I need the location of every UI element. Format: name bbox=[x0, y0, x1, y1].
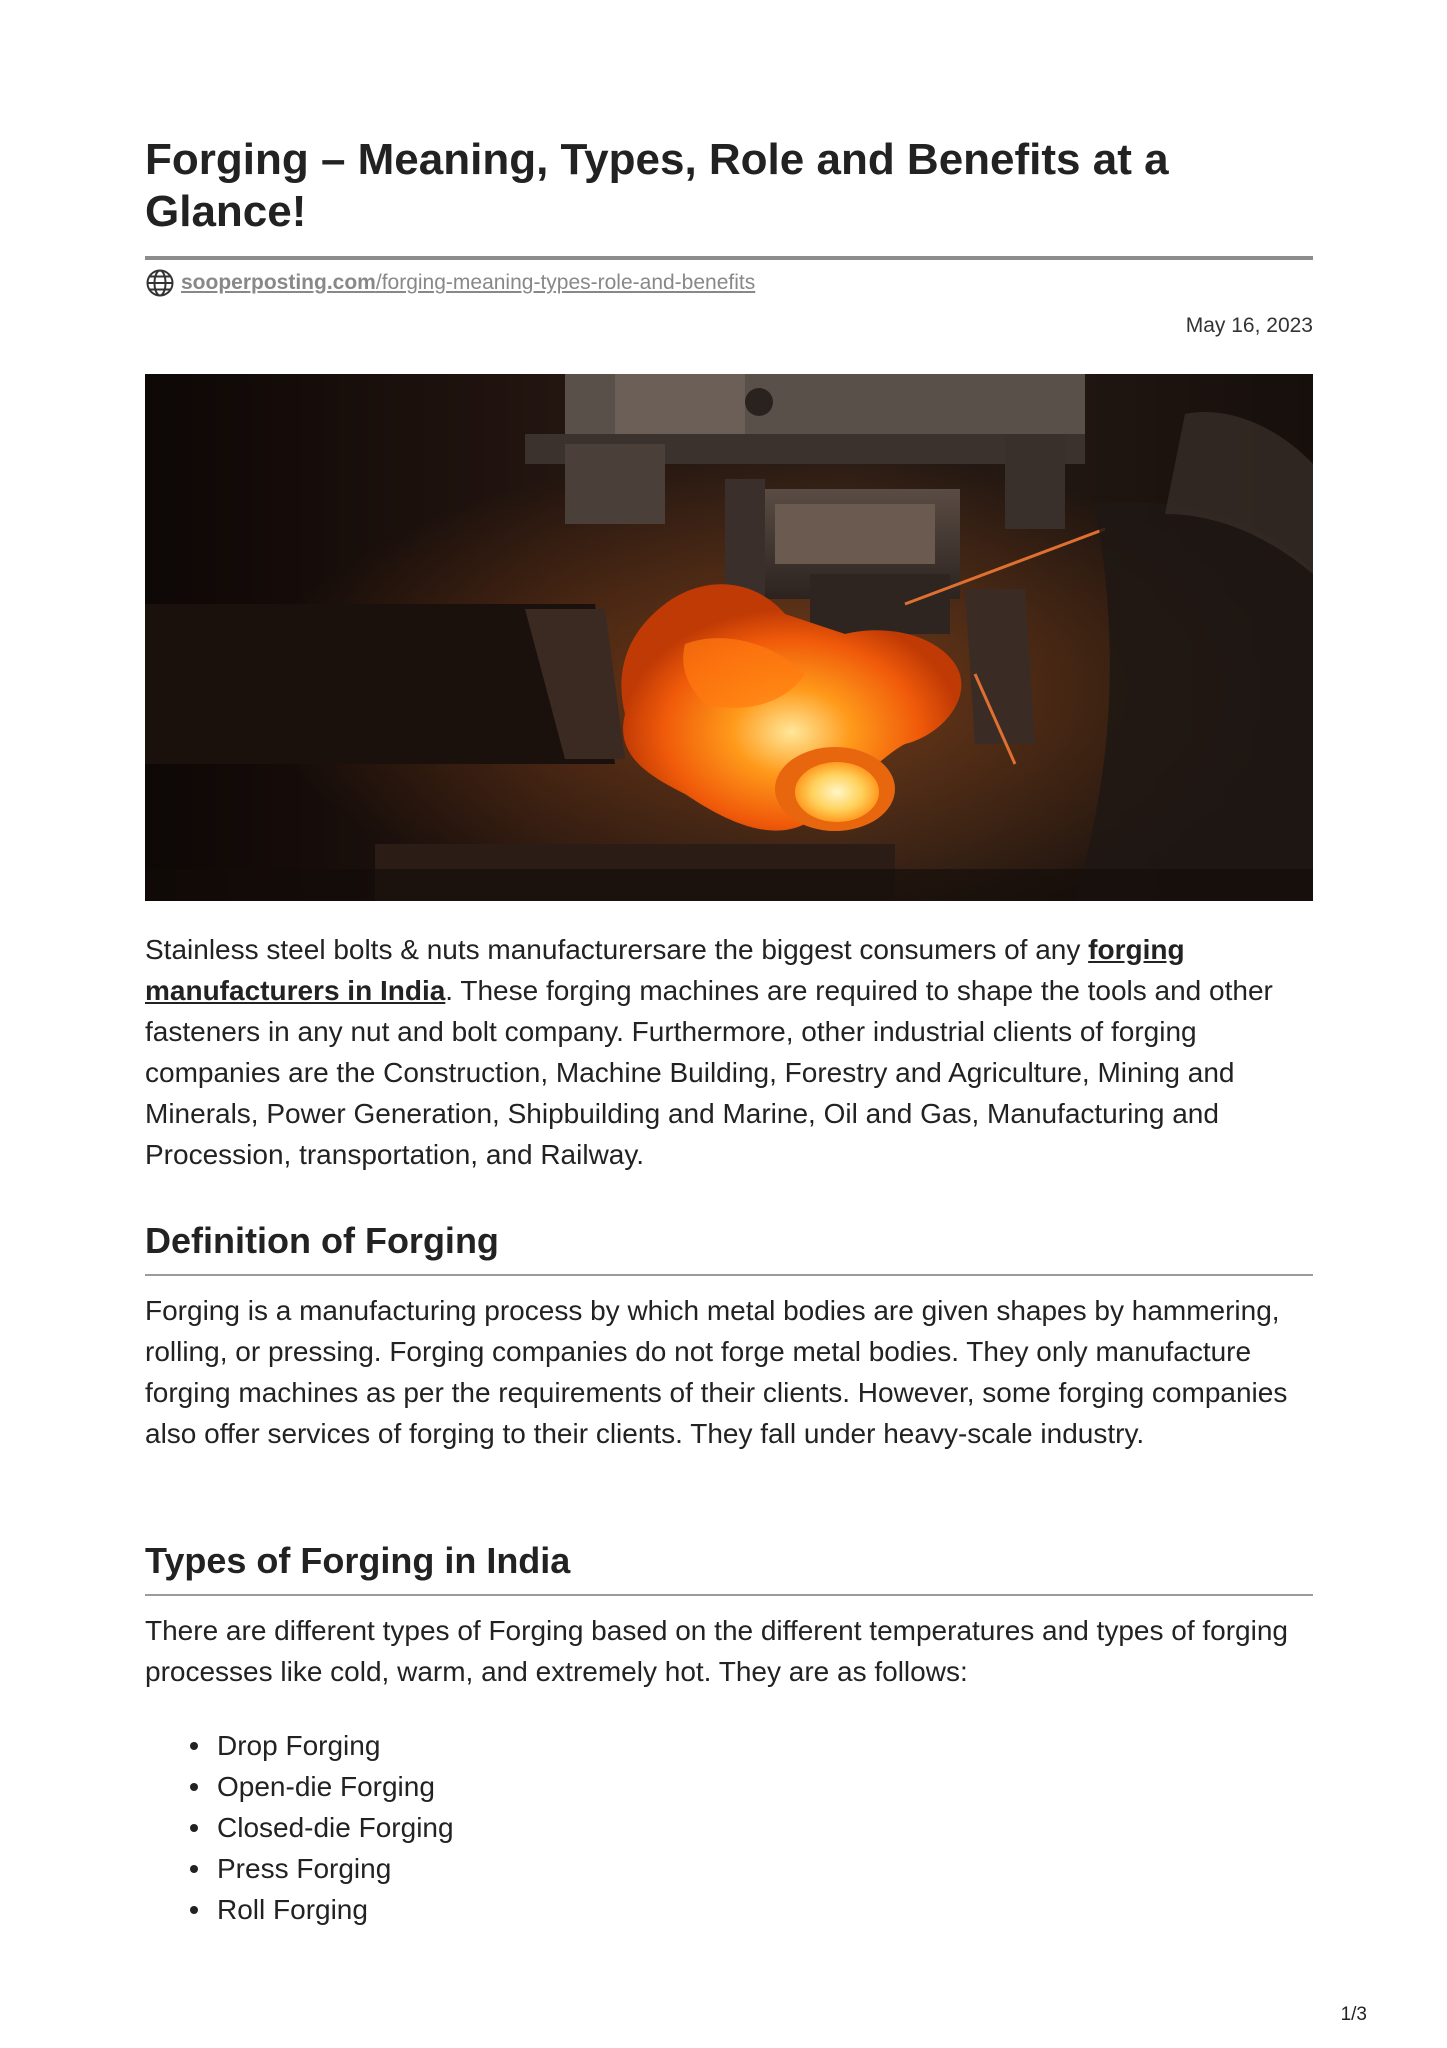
list-item: Drop Forging bbox=[217, 1725, 454, 1766]
page-number: 1/3 bbox=[1340, 2004, 1367, 2025]
source-domain: sooperposting.com bbox=[181, 271, 376, 294]
forging-manufacturers-link[interactable]: forging manufacturers in India bbox=[145, 934, 1185, 1006]
title-divider bbox=[145, 256, 1313, 260]
list-item: Roll Forging bbox=[217, 1889, 454, 1930]
source-link[interactable] bbox=[181, 271, 755, 295]
intro-text-before: Stainless steel bolts & nuts manufacturersare the biggest consumers of any bbox=[145, 934, 1089, 965]
section-heading-definition: Definition of Forging bbox=[145, 1220, 499, 1261]
intro-text-after: . These forging machines are required to shape the tools and other fasteners in any nut and bolt company. Furthermore, other industrial clients of forging companies are the Construction, Machine Building, Forestry and Agriculture, Mining and Minerals, Power Generation, Shipbuilding and Marine, Oil and Gas, Manufacturing and Procession, transportation, and Railway. bbox=[145, 975, 1273, 1170]
types-paragraph: There are different types of Forging based on the different temperatures and types of forging processes like cold, warm, and extremely hot. They are as follows: bbox=[145, 1615, 1288, 1687]
hero-image bbox=[145, 374, 1313, 901]
list-item: Press Forging bbox=[217, 1848, 454, 1889]
list-item: Closed-die Forging bbox=[217, 1807, 454, 1848]
list-item: Open-die Forging bbox=[217, 1766, 454, 1807]
page-title: Forging – Meaning, Types, Role and Benefits at a Glance! bbox=[145, 135, 1169, 236]
forging-types-list bbox=[145, 1725, 454, 1930]
source-path: /forging-meaning-types-role-and-benefits bbox=[375, 271, 756, 294]
intro-paragraph bbox=[145, 929, 1313, 1175]
section-divider-definition bbox=[145, 1274, 1313, 1276]
definition-paragraph: Forging is a manufacturing process by which metal bodies are given shapes by hammering, rolling, or pressing. Forging companies do not forge metal bodies. They only manufacture forging machines as per the requirements of their clients. However, some forging companies also offer services of forging to their clients. They fall under heavy-scale industry. bbox=[145, 1295, 1288, 1449]
section-divider-types bbox=[145, 1594, 1313, 1596]
globe-icon bbox=[145, 268, 175, 298]
section-heading-types: Types of Forging in India bbox=[145, 1540, 571, 1581]
publish-date: May 16, 2023 bbox=[1185, 314, 1313, 337]
source-line bbox=[145, 268, 755, 298]
